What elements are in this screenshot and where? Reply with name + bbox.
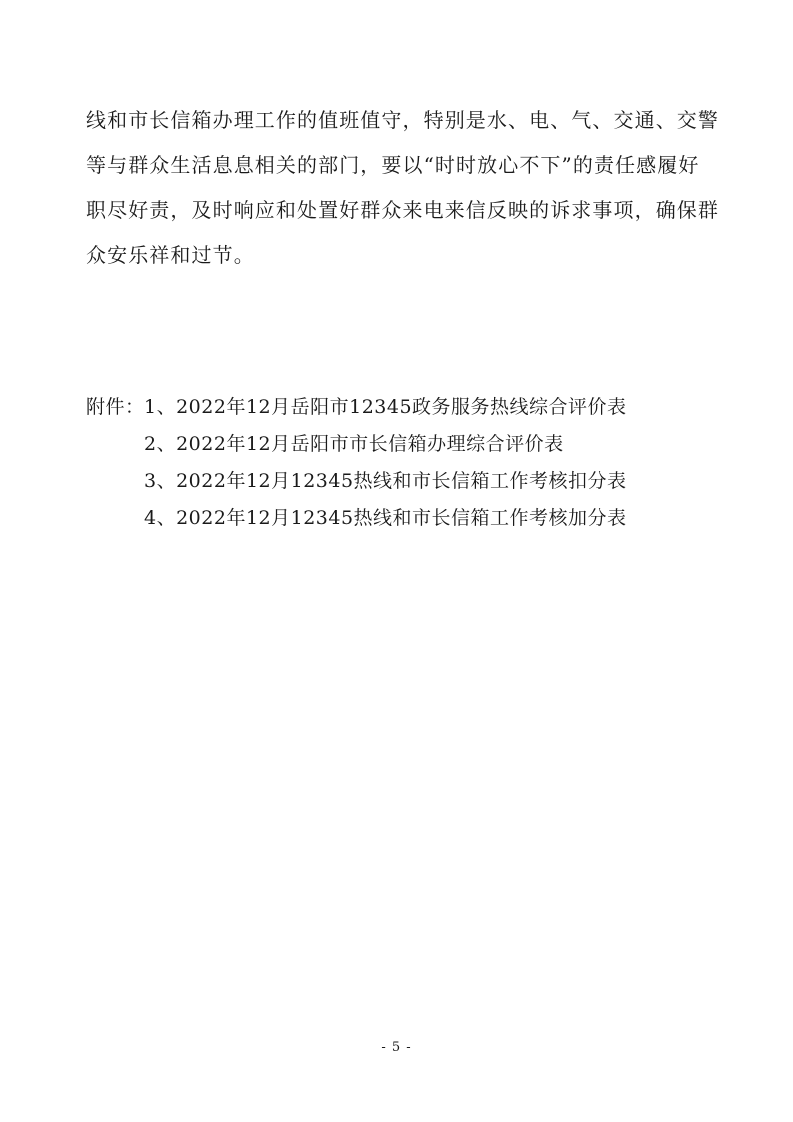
attachment-item bbox=[86, 389, 746, 426]
paragraph-line: 职尽好责，及时响应和处置好群众来电来信反映的诉求事项，确保群 bbox=[86, 198, 719, 222]
body-paragraph bbox=[86, 98, 726, 278]
attachment-title: 4、2022年12月12345热线和市长信箱工作考核加分表 bbox=[144, 507, 627, 529]
attachment-title: 2、2022年12月岳阳市市长信箱办理综合评价表 bbox=[144, 433, 564, 455]
paragraph-line: 众安乐祥和过节。 bbox=[86, 243, 255, 267]
attachments-label: 附件： bbox=[86, 396, 145, 418]
attachment-title: 1、2022年12月岳阳市12345政务服务热线综合评价表 bbox=[144, 396, 627, 418]
attachment-title: 3、2022年12月12345热线和市长信箱工作考核扣分表 bbox=[144, 470, 627, 492]
paragraph-line: 等与群众生活息息相关的部门，要以“时时放心不下”的责任感履好 bbox=[86, 153, 700, 177]
attachment-item bbox=[86, 463, 746, 500]
attachment-item bbox=[86, 500, 746, 537]
page-number: - 5 - bbox=[381, 1040, 412, 1055]
attachments-list bbox=[86, 389, 746, 537]
paragraph-line: 线和市长信箱办理工作的值班值守，特别是水、电、气、交通、交警 bbox=[86, 108, 719, 132]
attachment-item bbox=[86, 426, 746, 463]
